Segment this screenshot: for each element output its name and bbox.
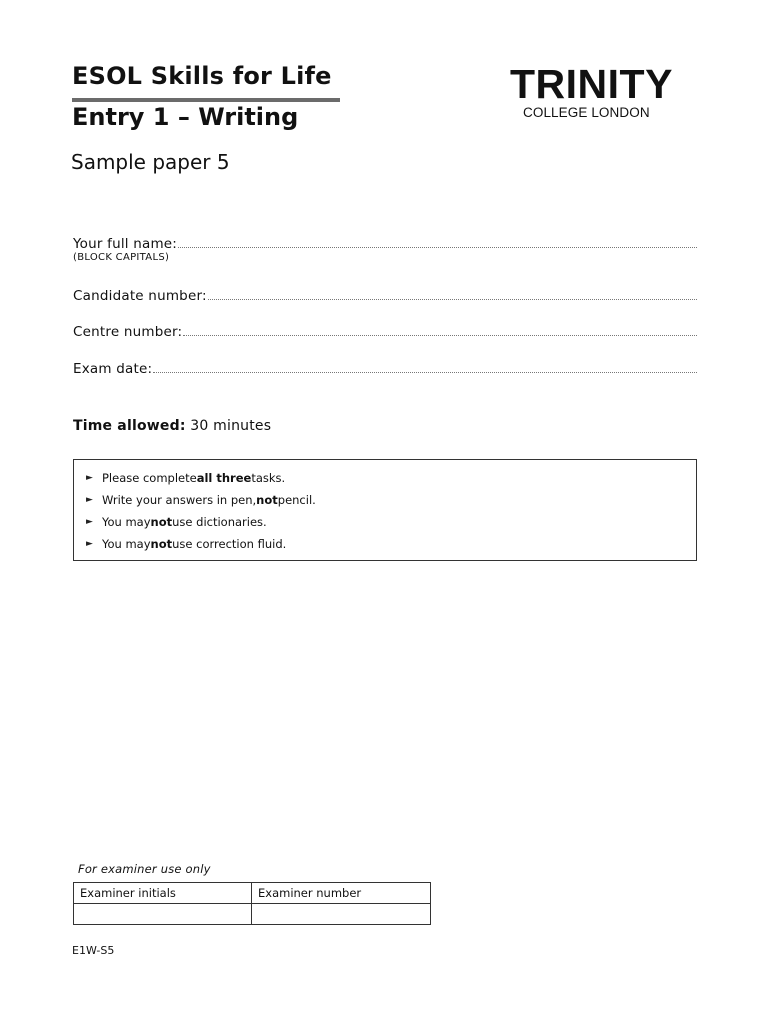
full-name-label: Your full name:	[73, 236, 178, 252]
paper-code: E1W-S5	[72, 944, 115, 957]
logo-subtitle: COLLEGE LONDON	[523, 105, 650, 120]
time-allowed	[73, 418, 271, 434]
centre-number-label: Centre number:	[73, 324, 183, 340]
centre-number-line[interactable]	[183, 334, 697, 336]
instruction-item	[86, 511, 316, 533]
full-name-field[interactable]	[73, 230, 697, 252]
instruction-emphasis: not	[256, 493, 278, 507]
bullet-icon: ►	[86, 473, 93, 483]
time-allowed-value: 30 minutes	[185, 418, 272, 434]
paper-level-title: Entry 1 – Writing	[72, 103, 299, 131]
instruction-text: You may	[102, 515, 151, 529]
bullet-icon: ►	[86, 539, 93, 549]
paper-title: ESOL Skills for Life	[72, 62, 332, 90]
instruction-item	[86, 489, 316, 511]
logo-wordmark: TRINITY	[510, 61, 673, 107]
candidate-number-line[interactable]	[208, 298, 697, 300]
centre-number-field[interactable]	[73, 318, 697, 340]
block-capitals-hint: (BLOCK CAPITALS)	[73, 252, 170, 263]
title-divider	[72, 98, 340, 102]
instructions-box	[73, 459, 697, 561]
examiner-initials-cell[interactable]	[74, 904, 252, 925]
examiner-table-row	[74, 904, 431, 925]
instruction-text: use dictionaries.	[172, 515, 267, 529]
instructions-list	[86, 467, 316, 555]
instruction-text: pencil.	[277, 493, 316, 507]
instruction-text: You may	[102, 537, 151, 551]
instruction-text: use correction fluid.	[172, 537, 287, 551]
instruction-emphasis: all three	[196, 471, 252, 485]
instruction-emphasis: not	[150, 537, 173, 551]
bullet-icon: ►	[86, 495, 93, 505]
full-name-line[interactable]	[178, 246, 697, 248]
examiner-table	[73, 882, 431, 925]
bullet-icon: ►	[86, 517, 93, 527]
candidate-number-label: Candidate number:	[73, 288, 207, 304]
instruction-item	[86, 533, 316, 555]
instruction-emphasis: not	[150, 515, 173, 529]
exam-date-label: Exam date:	[73, 361, 153, 377]
instruction-text: Write your answers in pen,	[102, 493, 257, 507]
exam-date-line[interactable]	[153, 371, 697, 373]
exam-date-field[interactable]	[73, 355, 697, 377]
sample-paper-label: Sample paper 5	[71, 150, 230, 174]
examiner-number-header: Examiner number	[252, 883, 431, 904]
examiner-table-header	[74, 883, 431, 904]
examiner-initials-header: Examiner initials	[74, 883, 252, 904]
trinity-logo	[510, 61, 700, 124]
time-allowed-label: Time allowed:	[73, 418, 186, 434]
examiner-number-cell[interactable]	[252, 904, 431, 925]
instruction-item	[86, 467, 316, 489]
candidate-number-field[interactable]	[73, 282, 697, 304]
examiner-use-caption: For examiner use only	[78, 862, 211, 876]
instruction-text: Please complete	[102, 471, 197, 485]
instruction-text: tasks.	[251, 471, 286, 485]
